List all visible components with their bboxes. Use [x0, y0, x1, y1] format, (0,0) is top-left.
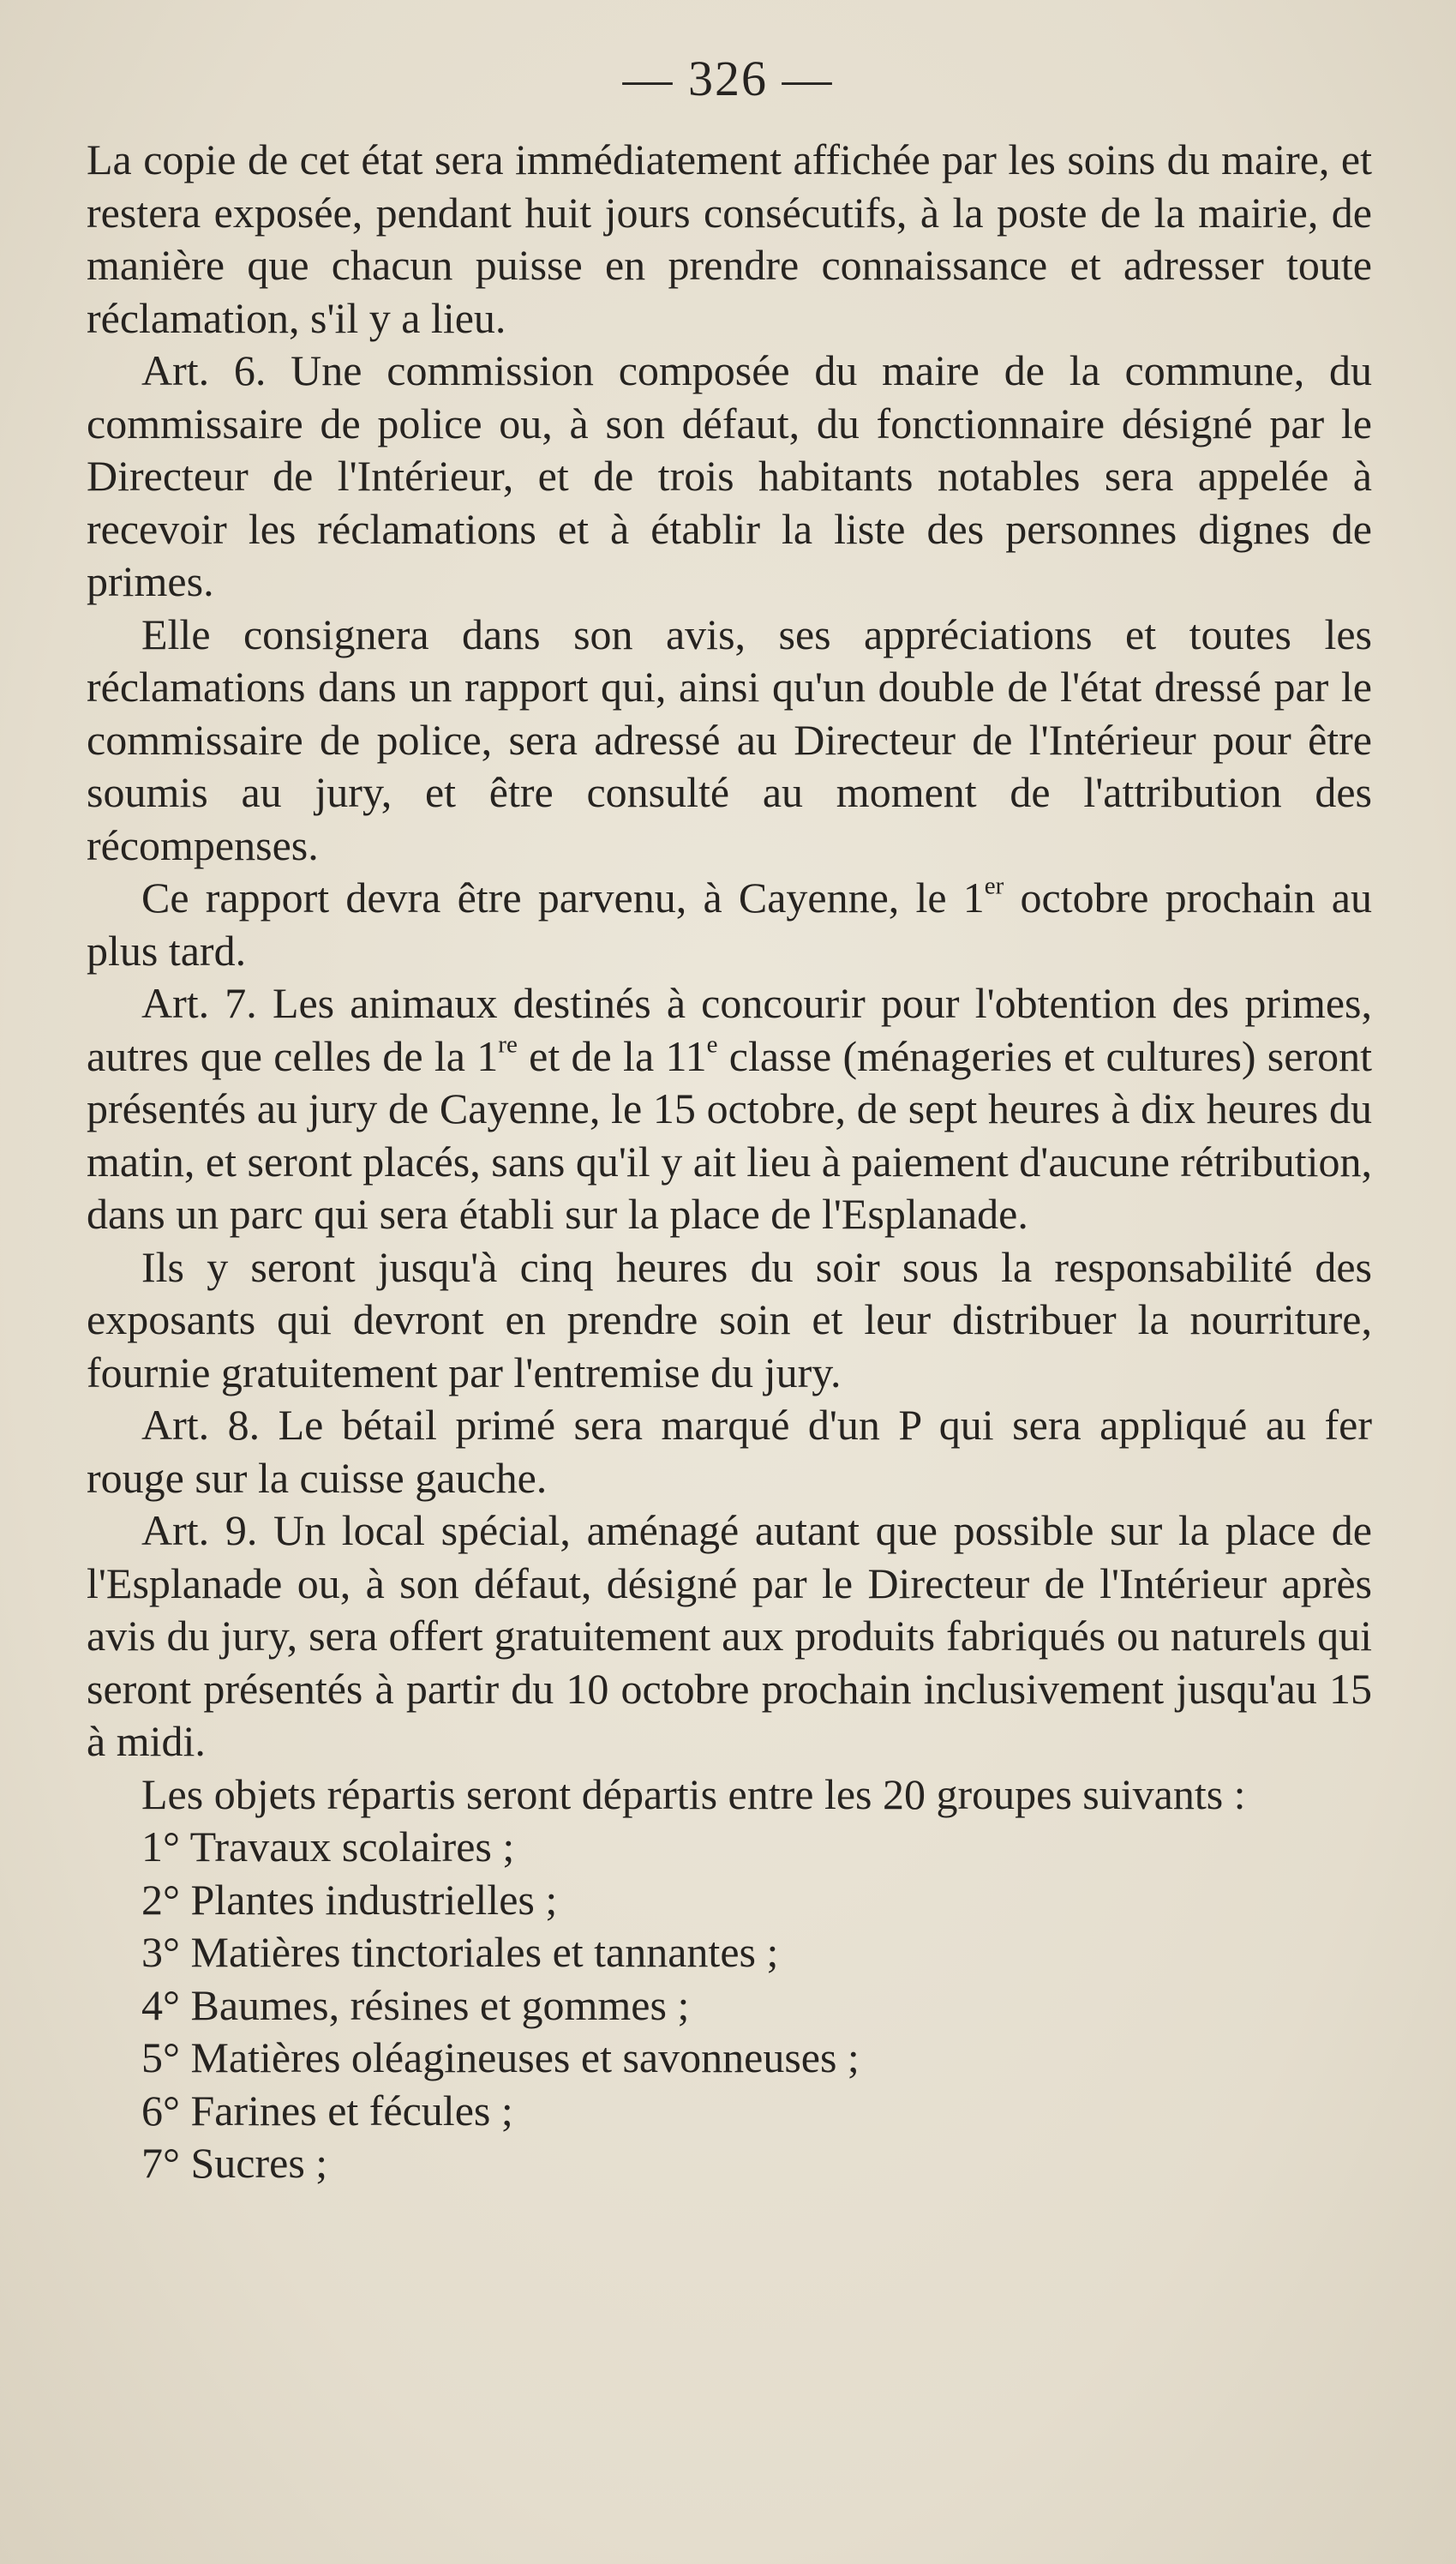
paragraph-date-rapport — [87, 872, 1372, 977]
group-item: 6° Farines et fécules ; — [141, 2086, 513, 2135]
article-7-text-a: Art. 7. Les animaux destinés à concourir pour l'obtention des primes, autres que celles de la 1 — [87, 979, 1372, 1080]
date-rapport-text-b: octobre prochain au plus tard. — [87, 874, 1372, 975]
article-7-text-b: et de la 11 — [517, 1031, 707, 1080]
paragraph-exposants: Ils y seront jusqu'à cinq heures du soir sous la responsabilité des exposants qui devront en prendre soin et leur distribuer la nourriture, fournie gratuitement par l'entremise du jury. — [87, 1242, 1372, 1396]
superscript-er: er — [984, 872, 1004, 900]
group-item: 1° Travaux scolaires ; — [141, 1822, 515, 1870]
paragraph-groupes-intro: Les objets répartis seront départis entre les 20 groupes suivants : — [141, 1769, 1246, 1818]
article-7-text-c: classe (ménageries et cultures) seront présentés au jury de Cayenne, le 15 octobre, de sept heures à dix heures du matin, et seront placés, sans qu'il y ait lieu à paiement d'aucune rétribution, dans un parc qui sera établi sur la place de l'Esplanade. — [87, 1031, 1372, 1238]
page-number: — 326 — — [622, 51, 834, 106]
body-text — [87, 134, 1372, 2190]
paragraph-rapport-commission: Elle consignera dans son avis, ses appréciations et toutes les réclamations dans un rapport qui, ainsi qu'un double de l'état dressé par le commissaire de police, sera adressé au Directeur de l'Intérieur pour être soumis au jury, et être consulté au moment de l'attribution des récompenses. — [87, 609, 1372, 869]
group-item: 7° Sucres ; — [141, 2139, 328, 2187]
paragraph-article-6: Art. 6. Une commission composée du maire de la commune, du commissaire de police ou, à son défaut, du fonctionnaire désigné par le Directeur de l'Intérieur, et de trois habitants notables sera appelée à recevoir les réclamations et à établir la liste des personnes dignes de primes. — [87, 346, 1372, 605]
date-rapport-text-a: Ce rapport devra être parvenu, à Cayenne, le 1 — [141, 874, 985, 922]
paragraph-etat-copie: La copie de cet état sera immédiatement affichée par les soins du maire, et restera exposée, pendant huit jours consécutifs, à la poste de la mairie, de manière que chacun puisse en prendre connaissance et adresser toute réclamation, s'il y a lieu. — [87, 135, 1372, 342]
groups-list — [87, 1821, 1372, 2190]
paragraph-article-7 — [87, 977, 1372, 1241]
group-item: 2° Plantes industrielles ; — [141, 1875, 558, 1924]
group-item: 4° Baumes, résines et gommes ; — [141, 1980, 690, 2029]
group-item: 3° Matières tinctoriales et tannantes ; — [141, 1928, 779, 1976]
paragraph-article-9: Art. 9. Un local spécial, aménagé autant que possible sur la place de l'Esplanade ou, à son défaut, désigné par le Directeur de l'Intérieur après avis du jury, sera offert gratuitement aux produits fabriqués ou naturels qui seront présentés à partir du 10 octobre prochain inclusivement jusqu'au 15 à midi. — [87, 1506, 1372, 1765]
superscript-e: e — [706, 1030, 718, 1058]
superscript-re: re — [498, 1030, 518, 1058]
group-item: 5° Matières oléagineuses et savonneuses ; — [141, 2033, 860, 2081]
paragraph-article-8: Art. 8. Le bétail primé sera marqué d'un P qui sera appliqué au fer rouge sur la cuisse gauche. — [87, 1401, 1372, 1502]
